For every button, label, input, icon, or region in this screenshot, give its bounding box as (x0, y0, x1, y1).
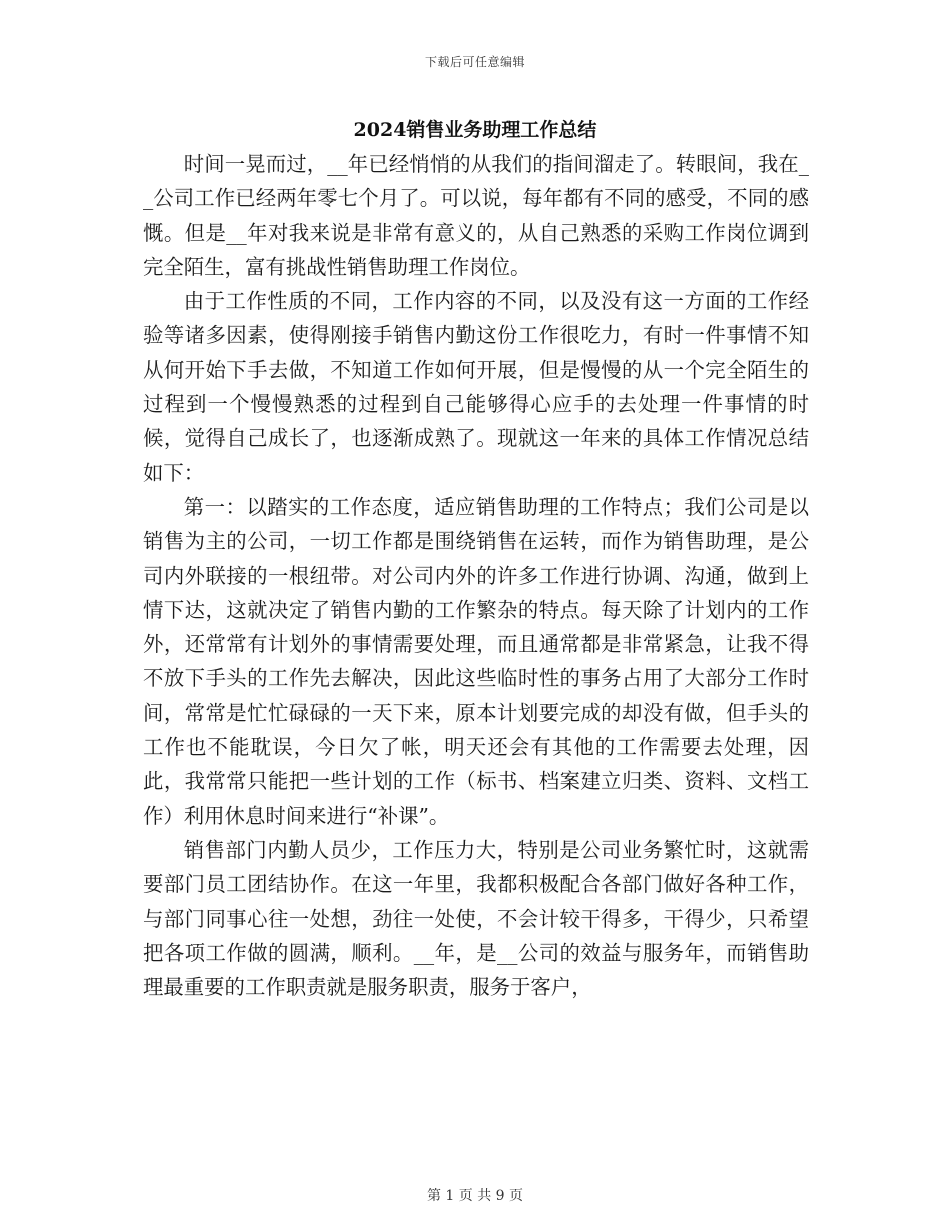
paragraph-3: 第一：以踏实的工作态度，适应销售助理的工作特点；我们公司是以销售为主的公司，一切工作都是围绕销售在运转，而作为销售助理，是公司内外联接的一根纽带。对公司内外的许多工作进行协调、沟通，做到上情下达，这就决定了销售内勤的工作繁杂的特点。每天除了计划内的工作外，还常常有计划外的事情需要处理，而且通常都是非常紧急，让我不得不放下手头的工作先去解决，因此这些临时性的事务占用了大部分工作时间，常常是忙忙碌碌的一天下来，原本计划要完成的却没有做，但手头的工作也不能耽误，今日欠了帐，明天还会有其他的工作需要去处理，因此，我常常只能把一些计划的工作（标书、档案建立归类、资料、文档工作）利用休息时间来进行“补课”。 (143, 494, 809, 828)
page-number-footer: 第 1 页 共 9 页 (426, 1188, 524, 1204)
paragraph-4: 销售部门内勤人员少，工作压力大，特别是公司业务繁忙时，这就需要部门员工团结协作。在这一年里，我都积极配合各部门做好各种工作，与部门同事心往一处想，劲往一处使，不会计较干得多，干得少，只希望把各项工作做的圆满，顺利。__年，是__公司的效益与服务年，而销售助理最重要的工作职责就是服务职责，服务于客户， (143, 837, 809, 1000)
header-note: 下载后可任意编辑 (424, 55, 525, 69)
document-body (143, 147, 809, 1004)
paragraph-1: 时间一晃而过，__年已经悄悄的从我们的指间溜走了。转眼间，我在__公司工作已经两年零七个月了。可以说，每年都有不同的感受，不同的感慨。但是__年对我来说是非常有意义的，从自己熟悉的采购工作岗位调到完全陌生，富有挑战性销售助理工作岗位。 (143, 152, 809, 279)
paragraph-2: 由于工作性质的不同，工作内容的不同，以及没有这一方面的工作经验等诸多因素，使得刚接手销售内勤这份工作很吃力，有时一件事情不知从何开始下手去做，不知道工作如何开展，但是慢慢的从一个完全陌生的过程到一个慢慢熟悉的过程到自己能够得心应手的去处理一件事情的时候，觉得自己成长了，也逐渐成熟了。现就这一年来的具体工作情况总结如下： (143, 289, 809, 485)
document-title: 2024销售业务助理工作总结 (353, 119, 597, 141)
